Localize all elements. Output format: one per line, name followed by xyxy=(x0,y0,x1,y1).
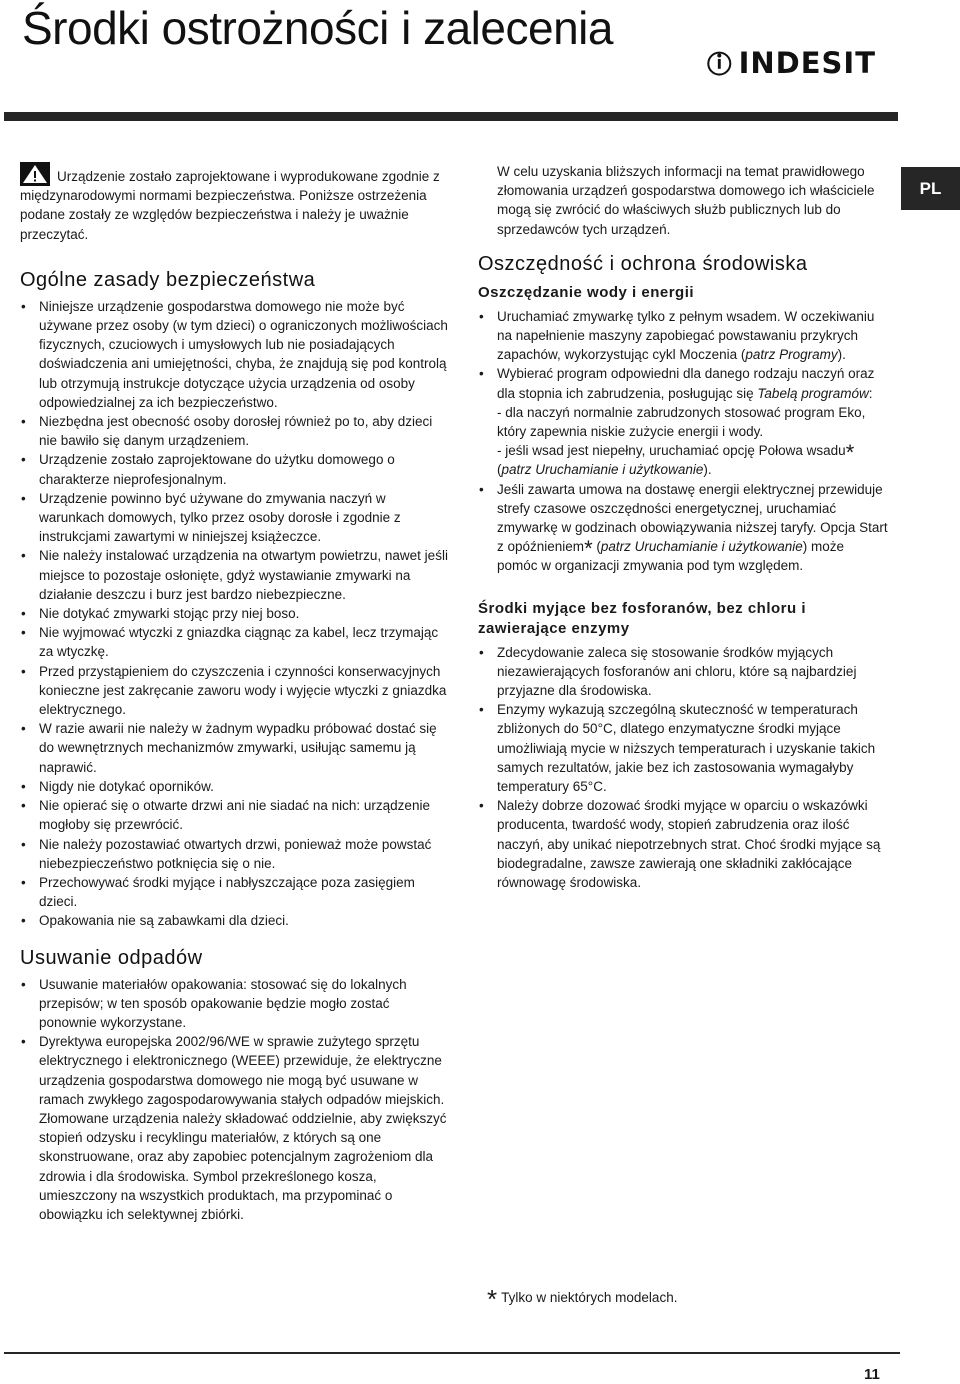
disposal-heading: Usuwanie odpadów xyxy=(20,946,203,969)
detergents-heading: Środki myjące bez fosforanów, bez chloru i zawierające enzymy xyxy=(478,599,807,637)
language-badge: PL xyxy=(901,167,960,210)
disposal-list xyxy=(20,975,448,1225)
list-item: • Opakowania nie są zabawkami dla dzieci. xyxy=(20,911,448,930)
list-item: • Urządzenie powinno być używane do zmywania naczyń w warunkach domowych, tylko przez osoby dorosłe i zgodnie z instrukcjami zawartymi w niniejszej książeczce. xyxy=(20,489,448,547)
paren-open: ( xyxy=(592,539,601,555)
list-item xyxy=(478,364,888,479)
footnote-asterisk: * xyxy=(487,1284,498,1314)
list-item: • Enzymy wykazują szczególną skuteczność w temperaturach zbliżonych do 50°C, dlatego enzymatyczne środki myjące umożliwiają mycie w niższych temperaturach i uzyskanie takich samych rezultatów, jakie bez ich zastosowania wymagałyby temperatury 65°C. xyxy=(478,700,888,796)
item-italic: patrz Programy xyxy=(745,347,838,363)
list-item: • Przed przystąpieniem do czyszczenia i czynności konserwacyjnych konieczne jest zakręcanie zaworu wody i wyjęcie wtyczki z gniazdka elektrycznego. xyxy=(20,662,448,720)
page-title: Środki ostrożności i zalecenia xyxy=(22,2,613,54)
brand-logo xyxy=(706,38,876,88)
general-safety-list xyxy=(20,297,448,931)
list-item xyxy=(478,307,888,365)
list-item: • W razie awarii nie należy w żadnym wypadku próbować dostać się do wewnętrznych mechanizmów zmywarki, usiłując samemu ją naprawić. xyxy=(20,719,448,777)
list-item: • Zdecydowanie zaleca się stosowanie środków myjących niezawierających fosforanów ani chloru, które są najbardziej przyjazne dla środowiska. xyxy=(478,643,888,701)
item-italic: Tabelą programów xyxy=(757,385,869,401)
list-item: • Należy dobrze dozować środki myjące w oparciu o wskazówki producenta, twardość wody, stopień zabrudzenia oraz ilość naczyń, aby unikać niepotrzebnych strat. Choć środki myjące są biodegradalne, zawsze zawierają one składniki zakłócające równowagę środowiska. xyxy=(478,796,888,892)
paren-close: ). xyxy=(703,462,712,478)
page-number: 11 xyxy=(864,1366,880,1383)
list-item: • Niezbędna jest obecność osoby dorosłej również po to, aby dzieci nie bawiło się danym urządzeniem. xyxy=(20,412,448,450)
left-intro xyxy=(20,162,448,244)
item-italic: patrz Uruchamianie i użytkowanie xyxy=(600,539,803,555)
item-after: : xyxy=(868,385,873,401)
item-after: ). xyxy=(837,347,846,363)
paren-open: ( xyxy=(497,462,502,478)
sub-line xyxy=(497,441,888,479)
indesit-logo-icon xyxy=(706,40,733,86)
bottom-rule xyxy=(4,1352,900,1354)
right-column xyxy=(478,162,888,892)
sub-line: - dla naczyń normalnie zabrudzonych stosować program Eko, który zapewnia niskie zużycie energii i wody. xyxy=(497,404,866,440)
sub-line-text: - jeśli wsad jest niepełny, uruchamiać opcję Połowa wsadu xyxy=(497,443,846,459)
left-column xyxy=(20,162,448,1224)
asterisk: * xyxy=(584,536,593,562)
eco-heading: Oszczędność i ochrona środowiska xyxy=(478,252,808,275)
list-item: • Nie należy pozostawiać otwartych drzwi, ponieważ może powstać niebezpieczeństwo potknięcia się o nie. xyxy=(20,835,448,873)
list-item: • Nigdy nie dotykać oporników. xyxy=(20,777,448,796)
list-item: • Nie opierać się o otwarte drzwi ani nie siadać na nich: urządzenie mogłoby się przewrócić. xyxy=(20,796,448,834)
item-italic: patrz Uruchamianie i użytkowanie xyxy=(501,462,704,478)
water-energy-heading: Oszczędzanie wody i energii xyxy=(478,283,695,301)
list-item: • Urządzenie zostało zaprojektowane do użytku domowego o charakterze nieprofesjonalnym. xyxy=(20,450,448,488)
item-after: ) może pomóc w organizacji zmywania pod tym względem. xyxy=(497,539,844,574)
header-rule xyxy=(4,112,898,121)
water-energy-list xyxy=(478,307,888,576)
warning-icon xyxy=(20,162,50,186)
asterisk: * xyxy=(845,440,855,466)
item-text: Wybierać program odpowiedni dla danego rodzaju naczyń oraz dla stopnia ich zabrudzenia, posługując się xyxy=(497,366,875,401)
list-item xyxy=(478,480,888,576)
list-item: • Usuwanie materiałów opakowania: stosować się do lokalnych przepisów; w ten sposób opakowanie będzie mogło zostać ponownie wykorzystane. xyxy=(20,975,448,1033)
list-item: • Nie wyjmować wtyczki z gniazdka ciągnąc za kabel, lecz trzymając za wtyczkę. xyxy=(20,623,448,661)
list-item: • Przechowywać środki myjące i nabłyszczające poza zasięgiem dzieci. xyxy=(20,873,448,911)
item-text: Jeśli zawarta umowa na dostawę energii elektrycznej przewiduje strefy czasowe oszczędności energetycznej, uruchamiać zmywarkę w godzinach obowiązywania niższej taryfy. Opcja Start z opóźnieniem xyxy=(497,481,888,555)
list-item: • Dyrektywa europejska 2002/96/WE w sprawie zużytego sprzętu elektrycznego i elektronicznego (WEEE) przewiduje, że elektryczne urządzenia gospodarstwa domowego nie mogą być usuwane w ramach zwykłego zagospodarowywania stałych odpadów miejskich. Złomowane urządzenia należy składować oddzielnie, aby zwiększyć stopień odzysku i recyklingu materiałów, z których są one skonstruowane, oraz aby zapobiec potencjalnym zagrożeniom dla zdrowia i dla środowiska. Symbol przekreślonego kosza, umieszczony na wszystkich produktach, ma przypominać o obowiązku ich selektywnej zbiórki. xyxy=(20,1032,448,1224)
footnote-text: Tylko w niektórych modelach. xyxy=(501,1290,678,1305)
list-item: • Nie należy instalować urządzenia na otwartym powietrzu, nawet jeśli miejsce to pozostaje osłonięte, gdyż wystawianie zmywarki na działanie deszczu i burz jest bardzo niebezpieczne. xyxy=(20,546,448,604)
general-safety-heading: Ogólne zasady bezpieczeństwa xyxy=(20,268,316,291)
footnote xyxy=(487,1284,678,1314)
list-item: • Niniejsze urządzenie gospodarstwa domowego nie może być używane przez osoby (w tym dzieci) o ograniczonych możliwościach fizycznych, czuciowych i umysłowych lub nie posiadających doświadczenia ani umiejętności, chyba, że znajdują się pod kontrolą lub otrzymują instrukcje dotyczące użycia urządzenia od osoby odpowiedzialnej za ich bezpieczeństwo. xyxy=(20,297,448,412)
list-item: • Nie dotykać zmywarki stojąc przy niej boso. xyxy=(20,604,448,623)
detergents-list xyxy=(478,643,888,893)
brand-name: INDESIT xyxy=(738,46,876,80)
right-intro: W celu uzyskania bliższych informacji na temat prawidłowego złomowania urządzeń gospodarstwa domowego ich właściciele mogą się zwrócić do właściwych służb publicznych lub do sprzedawców tych urządzeń. xyxy=(497,164,875,237)
item-text: Uruchamiać zmywarkę tylko z pełnym wsadem. W oczekiwaniu na napełnienie maszyny zapobiegać powstawaniu przykrych zapachów, wykorzystując cykl Moczenia ( xyxy=(497,308,875,363)
left-intro-text: Urządzenie zostało zaprojektowane i wyprodukowane zgodnie z międzynarodowymi normami bezpieczeństwa. Poniższe ostrzeżenia podane zostały ze względów bezpieczeństwa i należy je uważnie przeczytać. xyxy=(20,169,440,242)
